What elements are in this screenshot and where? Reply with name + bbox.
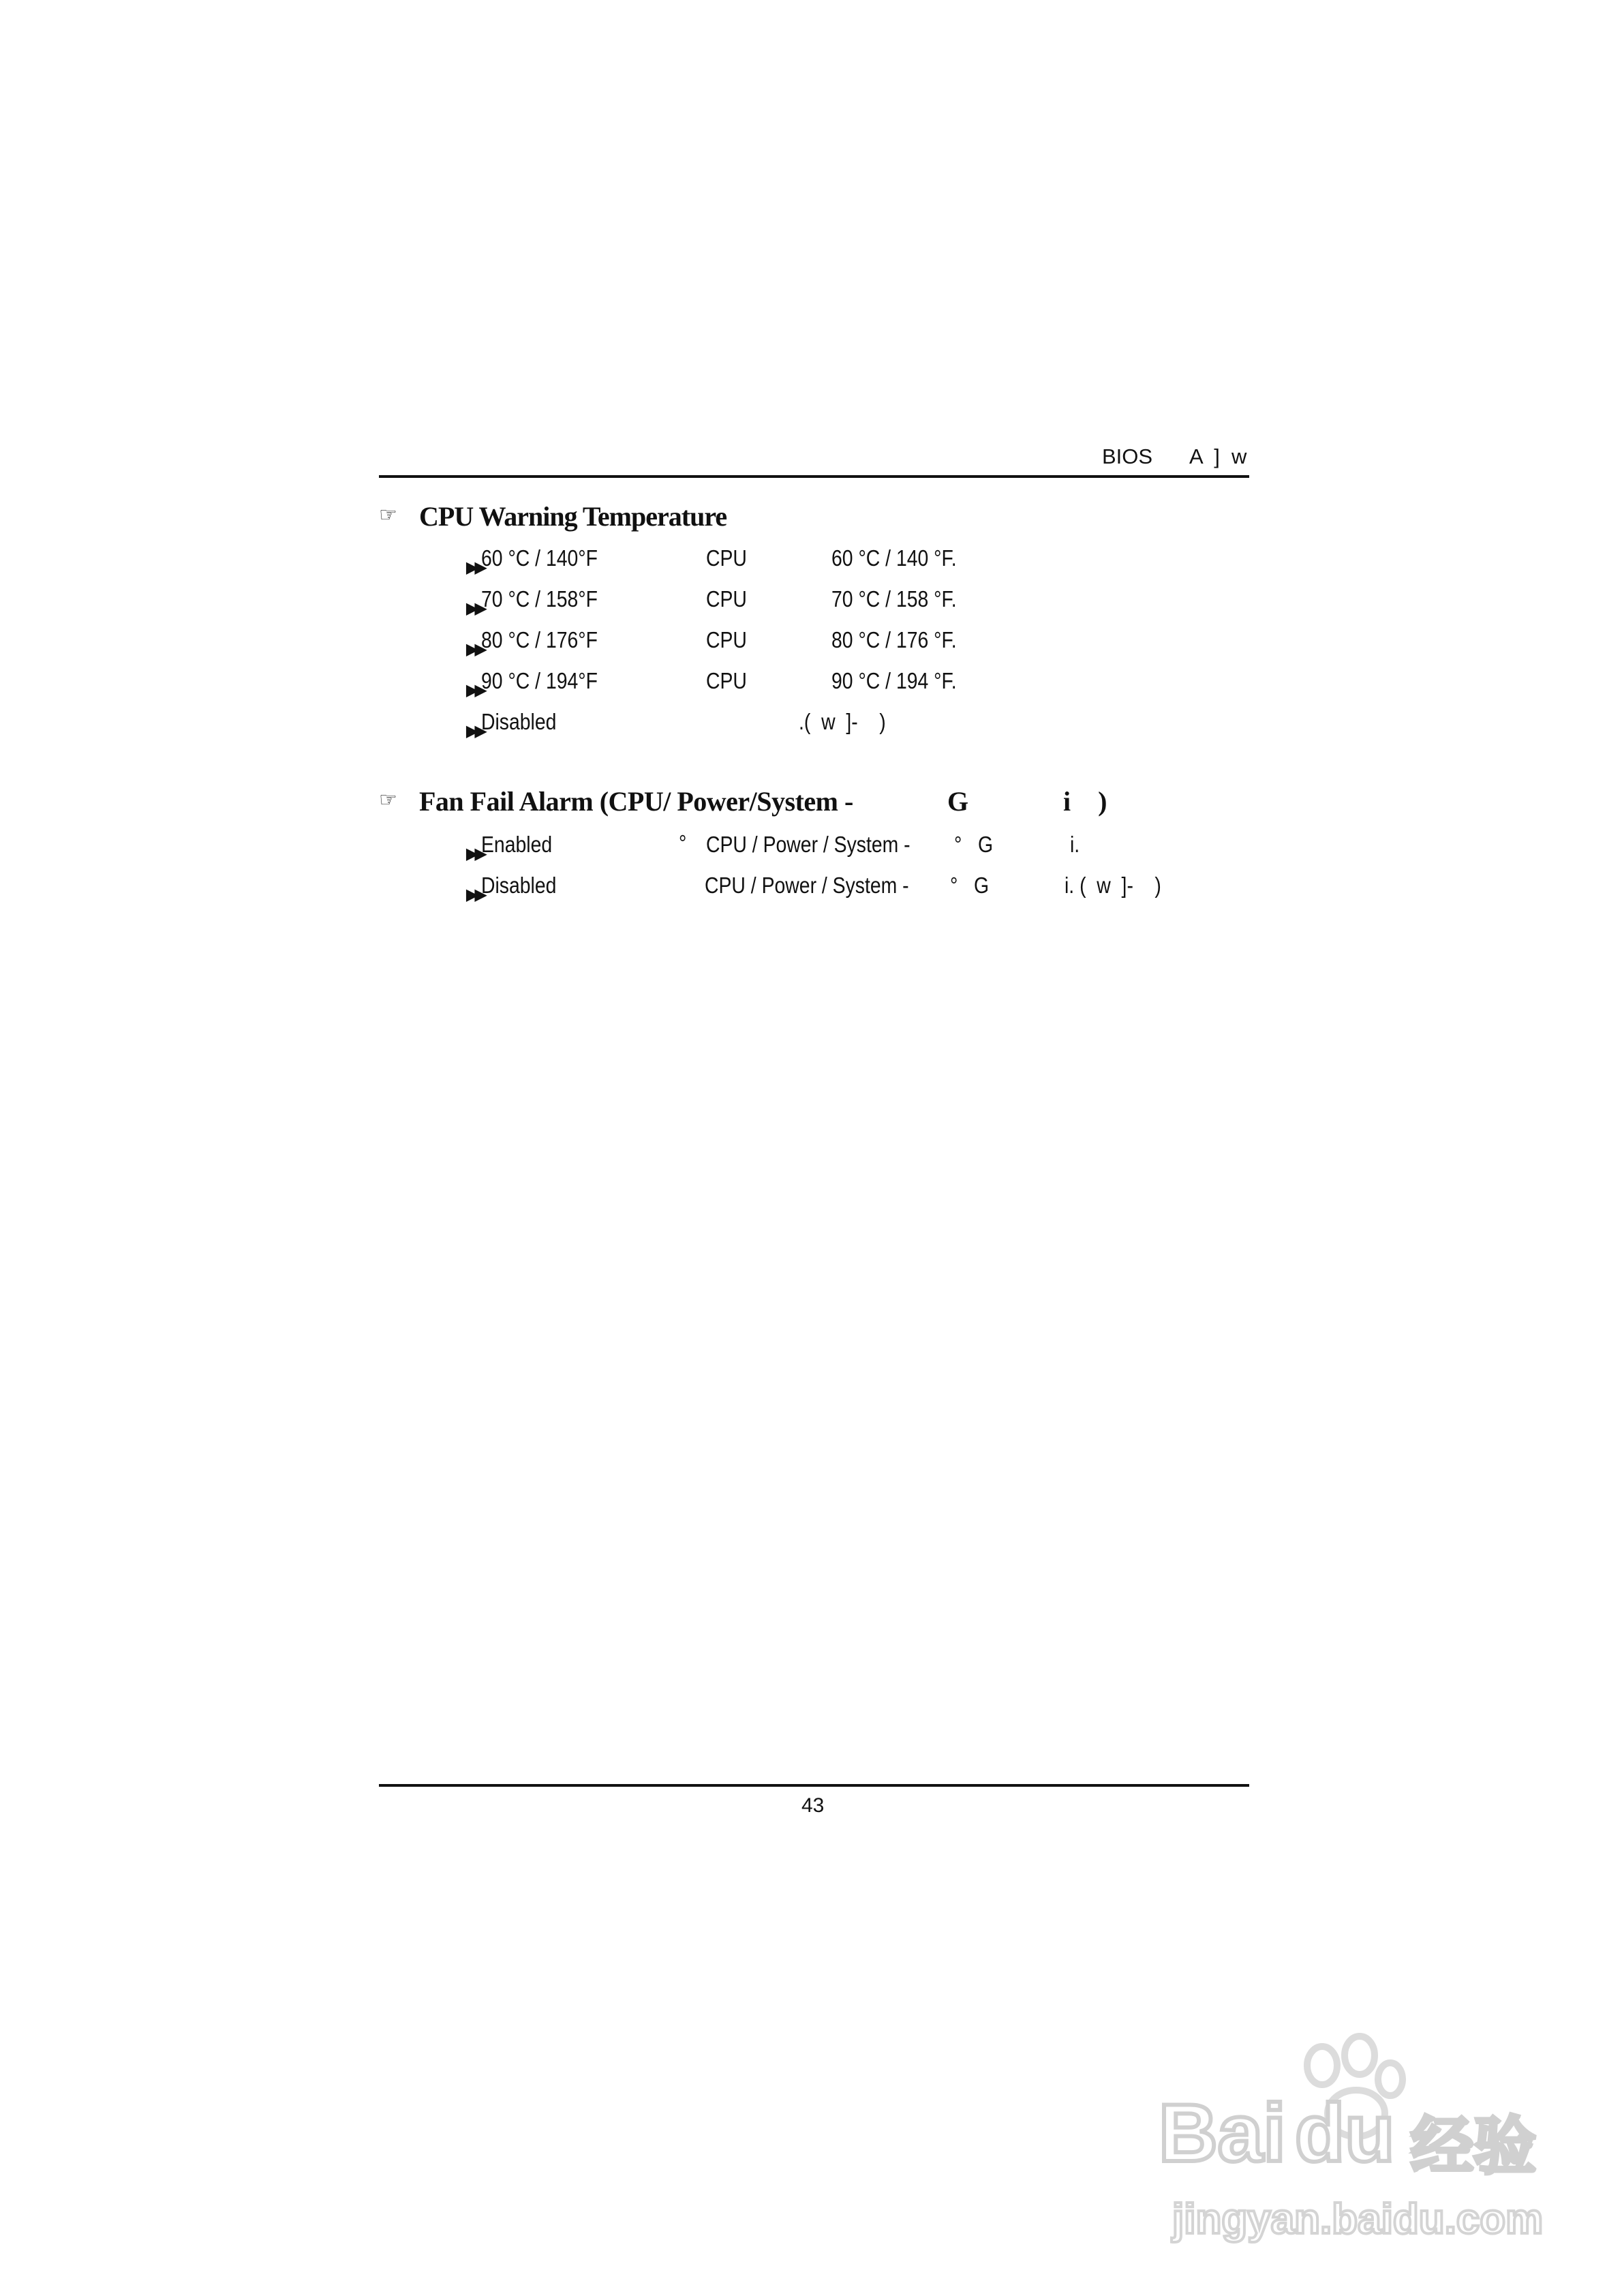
option-col: i. — [1070, 832, 1080, 857]
option-col: ° G — [954, 832, 994, 857]
option-col: 60 °C / 140 °F. — [831, 545, 957, 571]
watermark-logo — [1159, 2059, 1544, 2243]
watermark-url: jingyan.baidu.com — [1172, 2196, 1544, 2243]
option-label: 80 °C / 176°F — [481, 627, 598, 652]
page-number: 43 — [801, 1794, 825, 1817]
option-label: Disabled — [481, 873, 557, 898]
option-col: CPU — [706, 668, 747, 693]
option-col: CPU — [706, 545, 747, 571]
double-arrow-icon: ▶▶ — [465, 886, 483, 904]
header-left: BIOS — [1102, 444, 1153, 468]
header-right: A ] w — [1189, 444, 1247, 468]
section-title: CPU Warning Temperature — [419, 501, 727, 532]
list-item — [460, 709, 483, 741]
watermark-brand: Bai — [1159, 2087, 1286, 2179]
pointing-hand-icon: ☞ — [379, 789, 397, 811]
option-col: 90 °C / 194 °F. — [831, 668, 957, 693]
option-label: 70 °C / 158°F — [481, 586, 598, 611]
option-label: Enabled — [481, 832, 553, 857]
list-item — [460, 545, 483, 577]
double-arrow-icon: ▶▶ — [465, 681, 483, 699]
list-item — [460, 668, 483, 700]
option-label: 60 °C / 140°F — [481, 545, 598, 571]
option-col: ° — [679, 830, 687, 856]
watermark-brand-2: du — [1295, 2087, 1395, 2179]
list-item — [460, 627, 483, 659]
option-col: .( w ]- ) — [799, 709, 886, 734]
option-col: ° G — [950, 873, 990, 898]
watermark-cn: 经验 — [1411, 2110, 1537, 2183]
list-item — [460, 586, 483, 618]
option-col: CPU — [706, 627, 747, 652]
section-title-part: G — [947, 786, 969, 817]
list-item — [460, 832, 483, 864]
double-arrow-icon: ▶▶ — [465, 845, 483, 863]
option-col: CPU — [706, 586, 747, 611]
option-col: CPU / Power / System - — [705, 873, 909, 898]
footer-rule — [379, 1784, 1249, 1787]
section-title-part: i ) — [1063, 786, 1107, 817]
list-item — [460, 873, 483, 905]
header-rule — [379, 475, 1249, 478]
double-arrow-icon: ▶▶ — [465, 722, 483, 740]
option-col: CPU / Power / System - — [706, 832, 911, 857]
section-title: Fan Fail Alarm (CPU/ Power/System - — [419, 786, 853, 817]
option-label: Disabled — [481, 709, 557, 734]
pointing-hand-icon: ☞ — [379, 504, 397, 526]
option-col: 80 °C / 176 °F. — [831, 627, 957, 652]
option-col: i. ( w ]- ) — [1065, 873, 1161, 898]
double-arrow-icon: ▶▶ — [465, 640, 483, 659]
double-arrow-icon: ▶▶ — [465, 599, 483, 618]
option-col: 70 °C / 158 °F. — [831, 586, 957, 611]
option-label: 90 °C / 194°F — [481, 668, 598, 693]
double-arrow-icon: ▶▶ — [465, 558, 483, 577]
